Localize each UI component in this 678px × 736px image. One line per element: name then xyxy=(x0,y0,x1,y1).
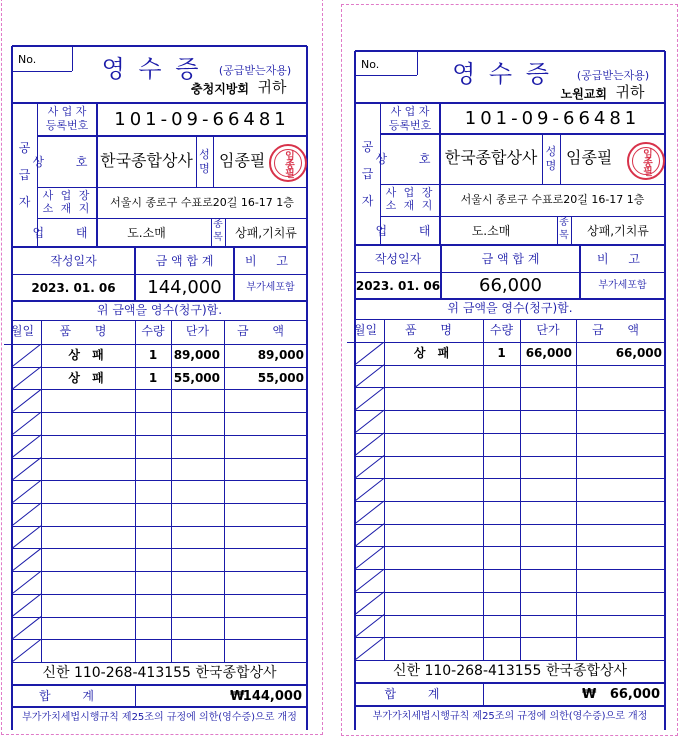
date-cell-diagonal xyxy=(355,524,384,547)
item-header-date: 월일 xyxy=(353,323,378,337)
item-row-rule xyxy=(355,592,665,593)
item-col-2 xyxy=(171,320,172,662)
item-row-rule xyxy=(12,571,307,572)
item-row-rule xyxy=(12,548,307,549)
item-price: 89,000 xyxy=(173,348,220,363)
company-label: 상 호 xyxy=(375,152,445,166)
date-cell-diagonal xyxy=(12,367,41,390)
item-row-rule xyxy=(355,615,665,616)
business-type: 도.소매 xyxy=(471,223,511,238)
recipient-honorific: 귀하 xyxy=(257,78,287,96)
item-price: 55,000 xyxy=(173,371,220,386)
bank-bottom xyxy=(355,682,665,684)
receipt-subtitle: (공급받는자용) xyxy=(218,64,292,77)
date-cell-diagonal xyxy=(12,617,41,640)
address-label-2: 소 재 지 xyxy=(42,202,92,215)
seal-stamp: 임종필 xyxy=(627,142,665,180)
item-header-date: 월일 xyxy=(10,324,35,338)
supplier-bottom xyxy=(355,244,665,246)
item-header-name: 품 명 xyxy=(405,323,462,337)
business-item: 상패,기치류 xyxy=(587,223,649,238)
bank-account: 신한 110-268-413155 한국종합상사 xyxy=(392,663,628,679)
item-label-1: 종 xyxy=(213,219,223,230)
bank-bottom xyxy=(12,684,307,686)
note-label: 비 고 xyxy=(245,254,296,268)
item-header-bottom xyxy=(4,344,307,345)
sum-label: 합 계 xyxy=(384,687,454,701)
address-label-2: 소 재 지 xyxy=(385,199,435,212)
sum-bottom xyxy=(355,705,665,707)
total-bottom xyxy=(355,298,665,300)
date-cell-diagonal xyxy=(355,501,384,524)
note-label: 비 고 xyxy=(597,252,648,266)
row-reg-bottom xyxy=(37,135,307,137)
sum-label: 합 계 xyxy=(39,689,108,703)
title-divider xyxy=(355,102,665,104)
item-row-rule xyxy=(355,456,665,457)
company-name: 한국종합상사 xyxy=(444,148,538,167)
rep-label-right xyxy=(560,134,561,184)
item-col-1 xyxy=(135,320,136,662)
sum-currency: ₩ xyxy=(230,689,245,704)
item-qty: 1 xyxy=(148,348,158,363)
sum-currency: ₩ xyxy=(582,687,597,702)
no-label: No. xyxy=(18,53,37,66)
item-header-price: 단가 xyxy=(185,324,210,338)
items-bottom xyxy=(355,660,665,661)
business-label: 업 태 xyxy=(375,223,445,238)
date-cell-diagonal xyxy=(355,478,384,501)
date-cell-diagonal xyxy=(355,546,384,569)
date-cell-diagonal xyxy=(12,435,41,458)
receipt-sentence: 위 금액을 영수(청구)함. xyxy=(96,303,223,317)
supplier-side-label: 공 xyxy=(361,140,374,154)
no-label: No. xyxy=(361,58,380,71)
date-cell-diagonal xyxy=(12,480,41,503)
date-cell-diagonal xyxy=(355,365,384,388)
supplier-side-label: 공 xyxy=(18,141,31,155)
total-header-bottom xyxy=(355,272,665,273)
date-cell-diagonal xyxy=(12,412,41,435)
receipt-sentence: 위 금액을 영수(청구)함. xyxy=(447,301,573,315)
item-row-rule xyxy=(12,594,307,595)
supplier-bottom xyxy=(12,246,307,248)
date-cell-diagonal xyxy=(355,637,384,660)
footer-note: 부가가치세법시행규칙 제25조의 규정에 의한(영수증)으로 개정 xyxy=(22,712,297,723)
item-header-qty: 수량 xyxy=(141,324,165,338)
company-name: 한국종합상사 xyxy=(100,150,193,170)
row-company-bottom xyxy=(37,187,307,188)
outer-border-right xyxy=(306,46,308,730)
sum-amount: 144,000 xyxy=(242,689,302,704)
date-cell-diagonal xyxy=(12,389,41,412)
item-label-right xyxy=(571,216,572,245)
item-row-rule xyxy=(12,503,307,504)
date-cell-diagonal xyxy=(355,342,384,365)
item-header-price: 단가 xyxy=(536,323,560,337)
item-label-2: 목 xyxy=(559,230,569,241)
sum-bottom xyxy=(12,706,307,708)
item-name: 상 패 xyxy=(68,348,108,363)
supplier-side-label: 급 xyxy=(361,167,374,181)
no-box-bottom xyxy=(355,75,417,76)
item-row-rule xyxy=(355,546,665,547)
item-header-amount: 금 액 xyxy=(592,323,649,337)
item-qty: 1 xyxy=(497,346,506,361)
no-box-bottom xyxy=(12,71,72,72)
rep-label-left xyxy=(542,134,543,184)
no-box-right xyxy=(417,51,418,75)
receipt-title: 영 수 증 xyxy=(452,60,552,88)
address-label-1: 사 업 장 xyxy=(385,186,435,199)
item-col-0 xyxy=(384,319,385,660)
recipient-name: 충청지방회 xyxy=(191,82,249,96)
reg-no-label-2: 등록번호 xyxy=(388,119,432,132)
item-label-left xyxy=(557,216,558,245)
row-address-bottom xyxy=(380,216,665,217)
date-cell-diagonal xyxy=(12,639,41,662)
date-label: 작성일자 xyxy=(50,254,97,268)
date-cell-diagonal xyxy=(12,526,41,549)
registration-number: 101-09-66481 xyxy=(464,107,641,129)
date-cell-diagonal xyxy=(12,548,41,571)
recipient-name: 노원교회 xyxy=(560,87,607,101)
item-row-rule xyxy=(355,637,665,638)
item-row-rule xyxy=(12,617,307,618)
reg-no-label-1: 사 업 자 xyxy=(47,105,87,118)
rep-label-2: 명 xyxy=(545,159,557,172)
item-label-2: 목 xyxy=(213,232,223,243)
item-col-3 xyxy=(224,320,225,662)
business-address: 서울시 종로구 수표로20길 16-17 1층 xyxy=(110,195,294,209)
date-cell-diagonal xyxy=(355,569,384,592)
sum-amount: 66,000 xyxy=(609,687,660,702)
receipt-title: 영 수 증 xyxy=(101,55,202,83)
total-bottom xyxy=(12,300,307,302)
issue-date: 2023. 01. 06 xyxy=(355,279,441,293)
item-header-qty: 수량 xyxy=(489,323,514,337)
date-cell-diagonal xyxy=(355,615,384,638)
seal-stamp: 임종필 xyxy=(269,144,307,182)
bank-account: 신한 110-268-413155 한국종합상사 xyxy=(42,665,277,681)
registration-number: 101-09-66481 xyxy=(114,108,290,130)
date-cell-diagonal xyxy=(355,592,384,615)
total-label: 금 액 합 계 xyxy=(155,254,214,268)
item-row-rule xyxy=(355,524,665,525)
footer-note: 부가가치세법시행규칙 제25조의 규정에 의한(영수증)으로 개정 xyxy=(372,711,648,722)
title-divider xyxy=(12,102,307,104)
item-row-rule xyxy=(355,433,665,434)
item-row-rule xyxy=(355,410,665,411)
rep-label-right xyxy=(213,136,214,187)
item-col-2 xyxy=(520,319,521,660)
note-value: 부가세포함 xyxy=(246,282,295,293)
item-qty: 1 xyxy=(148,371,158,386)
business-label: 업 태 xyxy=(32,225,102,240)
item-row-rule xyxy=(12,435,307,436)
outer-border-right xyxy=(664,51,666,730)
item-col-3 xyxy=(576,319,577,660)
item-label-1: 종 xyxy=(559,217,569,228)
item-col-1 xyxy=(483,319,484,660)
item-row-rule xyxy=(12,412,307,413)
item-amount: 66,000 xyxy=(615,346,662,361)
date-label: 작성일자 xyxy=(374,252,422,266)
item-row-rule xyxy=(12,526,307,527)
item-row-rule xyxy=(12,389,307,390)
recipient-honorific: 귀하 xyxy=(615,83,645,101)
item-name: 상 패 xyxy=(68,371,108,386)
item-row-rule xyxy=(12,480,307,481)
supplier-side-label: 자 xyxy=(18,195,31,209)
sentence-bottom xyxy=(12,320,307,321)
sentence-bottom xyxy=(355,319,665,320)
item-amount: 89,000 xyxy=(257,348,304,363)
item-name: 상 패 xyxy=(413,346,454,361)
business-address: 서울시 종로구 수표로20길 16-17 1층 xyxy=(460,193,645,206)
supplier-side-label: 급 xyxy=(18,168,31,182)
note-value: 부가세포함 xyxy=(598,280,647,291)
item-row-rule xyxy=(12,458,307,459)
row-reg-bottom xyxy=(380,133,665,135)
business-type: 도.소매 xyxy=(127,225,166,240)
representative-name: 임종필 xyxy=(566,148,613,167)
item-header-name: 품 명 xyxy=(59,324,117,338)
item-label-left xyxy=(211,218,212,247)
rep-label-left xyxy=(196,136,197,187)
reg-no-label-2: 등록번호 xyxy=(45,119,89,132)
item-row-rule xyxy=(355,387,665,388)
row-company-bottom xyxy=(380,184,665,185)
item-row-rule xyxy=(355,478,665,479)
total-amount: 66,000 xyxy=(479,275,542,296)
outer-border-top xyxy=(355,50,665,52)
total-header-bottom xyxy=(12,274,307,275)
date-cell-diagonal xyxy=(12,458,41,481)
issue-date: 2023. 01. 06 xyxy=(31,281,116,295)
rep-label-1: 성 xyxy=(199,147,210,161)
item-row-rule xyxy=(355,365,665,366)
no-box-right xyxy=(72,46,73,71)
date-cell-diagonal xyxy=(355,456,384,479)
sum-divider xyxy=(135,685,136,707)
supplier-side-label: 자 xyxy=(361,194,374,208)
sum-divider xyxy=(483,683,484,706)
total-label: 금 액 합 계 xyxy=(481,252,540,266)
address-label-1: 사 업 장 xyxy=(42,189,92,202)
company-label: 상 호 xyxy=(32,154,102,169)
business-item: 상패,기치류 xyxy=(235,225,297,240)
row-address-bottom xyxy=(37,218,307,219)
item-amount: 55,000 xyxy=(257,371,304,386)
item-header-bottom xyxy=(347,342,665,343)
date-cell-diagonal xyxy=(12,571,41,594)
outer-border-top xyxy=(12,45,307,47)
items-bottom xyxy=(12,662,307,663)
date-cell-diagonal xyxy=(12,594,41,617)
item-row-rule xyxy=(355,569,665,570)
date-cell-diagonal xyxy=(12,503,41,526)
date-cell-diagonal xyxy=(12,344,41,367)
item-label-right xyxy=(225,218,226,247)
date-cell-diagonal xyxy=(355,433,384,456)
item-header-amount: 금 액 xyxy=(237,324,294,338)
reg-no-label-1: 사 업 자 xyxy=(390,105,430,118)
rep-label-2: 명 xyxy=(199,161,210,175)
item-price: 66,000 xyxy=(525,346,572,361)
date-cell-diagonal xyxy=(355,410,384,433)
item-col-0 xyxy=(41,320,42,662)
date-cell-diagonal xyxy=(355,387,384,410)
item-row-rule xyxy=(12,639,307,640)
representative-name: 임종필 xyxy=(219,150,266,170)
total-amount: 144,000 xyxy=(147,277,222,298)
rep-label-1: 성 xyxy=(545,145,557,158)
item-row-rule xyxy=(355,501,665,502)
item-row-rule xyxy=(12,367,307,368)
receipt-subtitle: (공급받는자용) xyxy=(576,69,650,82)
